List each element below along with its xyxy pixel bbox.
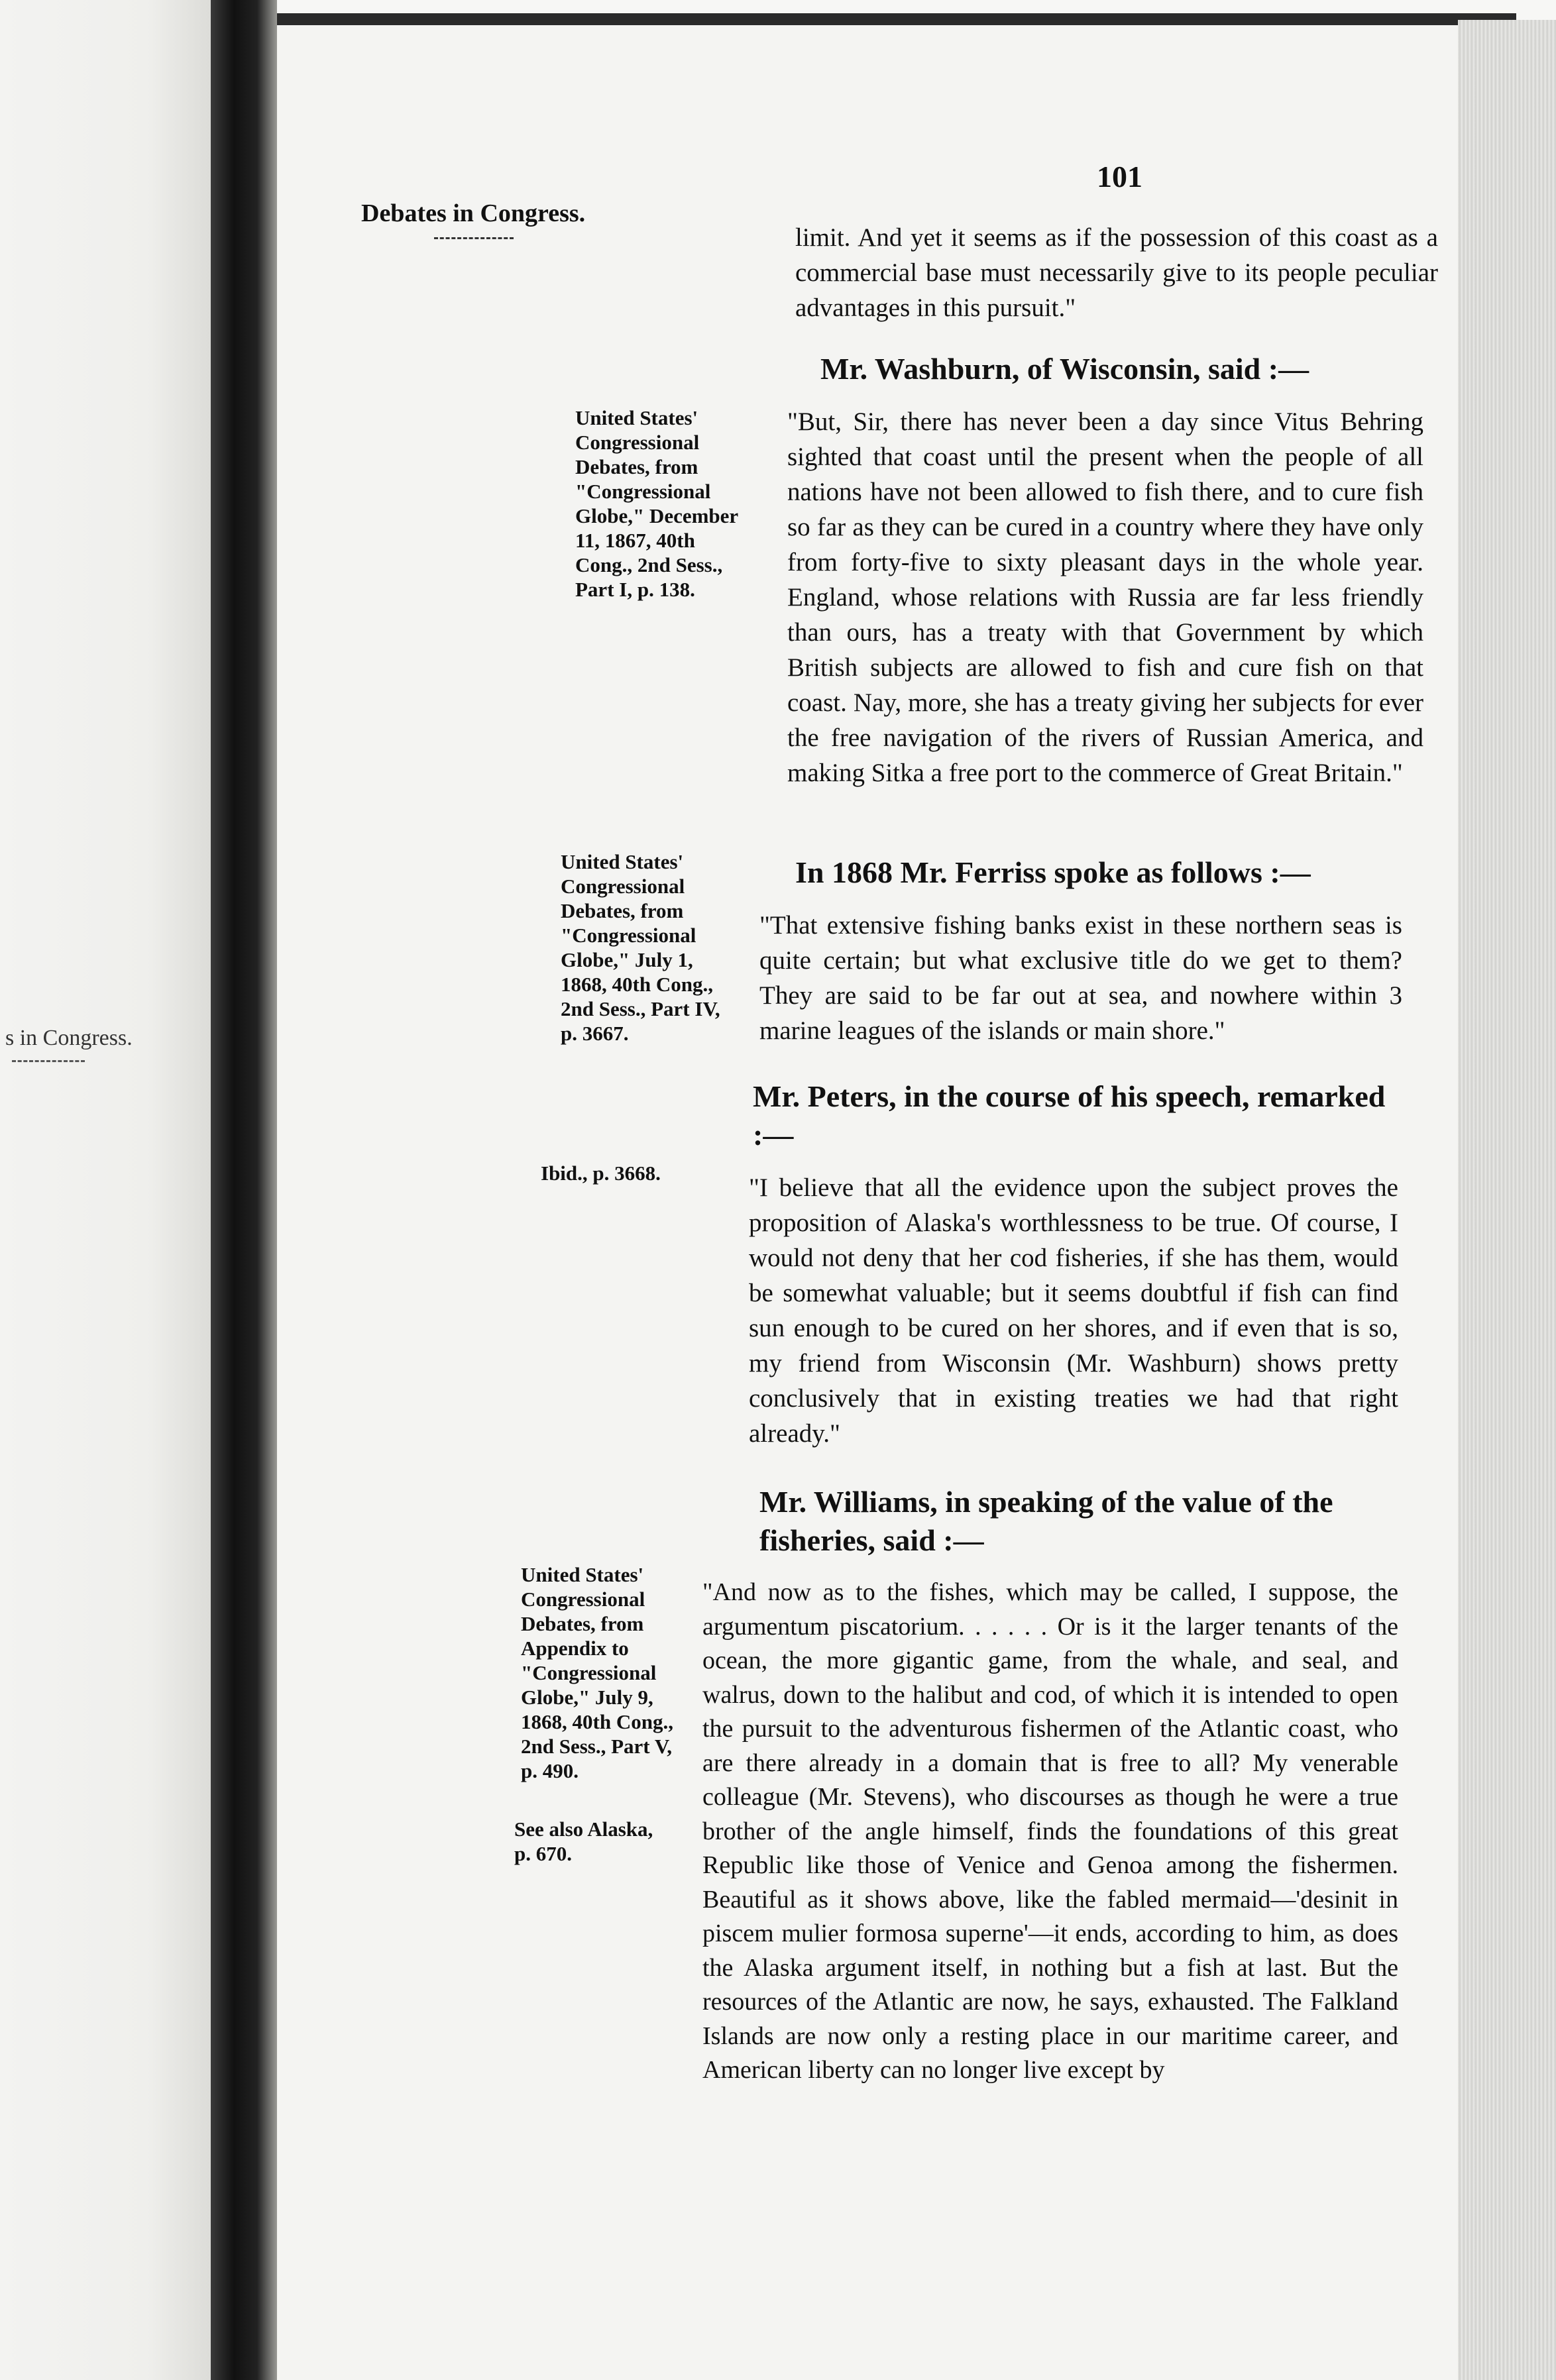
sidenote-cross-reference: See also Alaska, p. 670. — [514, 1817, 653, 1865]
quotation: "That extensive fishing banks exist in these northern seas is quite certain; but what exclusive title do we get to them? They are said to be far out at sea, and nowhere within 3 marine leagues of the islands or main shore." — [759, 911, 1402, 1045]
page-number: 101 — [1097, 160, 1142, 193]
paragraph: limit. And yet it seems as if the possession of this coast as a commercial base must necessarily give to its people peculiar advantages in this pursuit." — [795, 223, 1438, 322]
page-edges — [1458, 20, 1556, 2380]
left-page-running-head — [5, 1026, 133, 1062]
speaker-heading: Mr. Washburn, of Wisconsin, said :— — [820, 352, 1309, 386]
speaker-heading: Mr. Peters, in the course of his speech, remarked :— — [753, 1079, 1386, 1152]
speaker-heading: In 1868 Mr. Ferriss spoke as follows :— — [795, 855, 1311, 889]
left-page-running-head-text: s in Congress. — [5, 1026, 133, 1050]
quotation: "And now as to the fishes, which may be called, I suppose, the argumentum piscatorium. . . . . . Or is it the larger tenants of the ocean, the more gigantic game, from the whale, and seal, and walrus, down to the halibut and cod, of which it is intended to open the pursuit to the adventurous fishermen of the Atlantic coast, who are there already in a domain that is free to all? My venerable colleague (Mr. Stevens), who discourses as though he were a true brother of the angle himself, finds the foundations of this great Republic like those of Venice and Genoa among the fishermen. Beautiful as it shows above, like the fabled mermaid—'desinit in piscem mulier formosa superne'—it ends, according to him, as does the Alaska argument itself, in nothing but a fish at last. But the resources of the Atlantic are now, he says, exhausted. The Falkland Islands are now only a resting place in our maritime career, and American liberty can no longer live except by — [702, 1578, 1398, 2084]
running-head-rule — [434, 237, 514, 239]
sidenote-source: United States' Congressional Debates, from "Congressional Globe," July 1, 1868, 40th Cong., 2nd Sess., Part IV, p. 3667. — [561, 850, 720, 1045]
speaker-heading: Mr. Williams, in speaking of the value of the fisheries, said :— — [759, 1485, 1333, 1557]
left-facing-page — [0, 0, 211, 2380]
running-head — [361, 199, 585, 239]
quotation: "But, Sir, there has never been a day since Vitus Behring sighted that coast until the present when the people of all nations have not been allowed to fish there, and to cure fish so far as they can be cured in a country where they have only from forty-five to sixty pleasant days in the whole year. England, whose relations with Russia are far less friendly than ours, has a treaty with that Government by which British subjects are allowed to fish and cure fish on that coast. Nay, more, she has a treaty giving her subjects for ever the free navigation of the rivers of Russian America, and making Sitka a free port to the commerce of Great Britain." — [787, 407, 1423, 787]
left-page-rule — [12, 1060, 85, 1062]
sidenote-source: Ibid., p. 3668. — [541, 1162, 661, 1185]
running-head-text: Debates in Congress. — [361, 199, 586, 227]
sidenote-source: United States' Congressional Debates, from Appendix to "Congressional Globe," July 9, 1868, 40th Cong., 2nd Sess., Part V, p. 490. — [521, 1563, 673, 1782]
quotation: "I believe that all the evidence upon the subject proves the proposition of Alaska's worthlessness to be true. Of course, I would not deny that her cod fisheries, if she has them, would be somewhat valuable; but it seems doubtful if fish can find sun enough to be cured on her shores, and if even that is so, my friend from Wisconsin (Mr. Washburn) shows pretty conclusively that in existing treaties we had that right already." — [749, 1173, 1398, 1448]
sidenote-source: United States' Congressional Debates, from "Congressional Globe," December 11, 1867, 40th Cong., 2nd Sess., Part I, p. 138. — [575, 406, 739, 601]
book-gutter — [211, 0, 277, 2380]
